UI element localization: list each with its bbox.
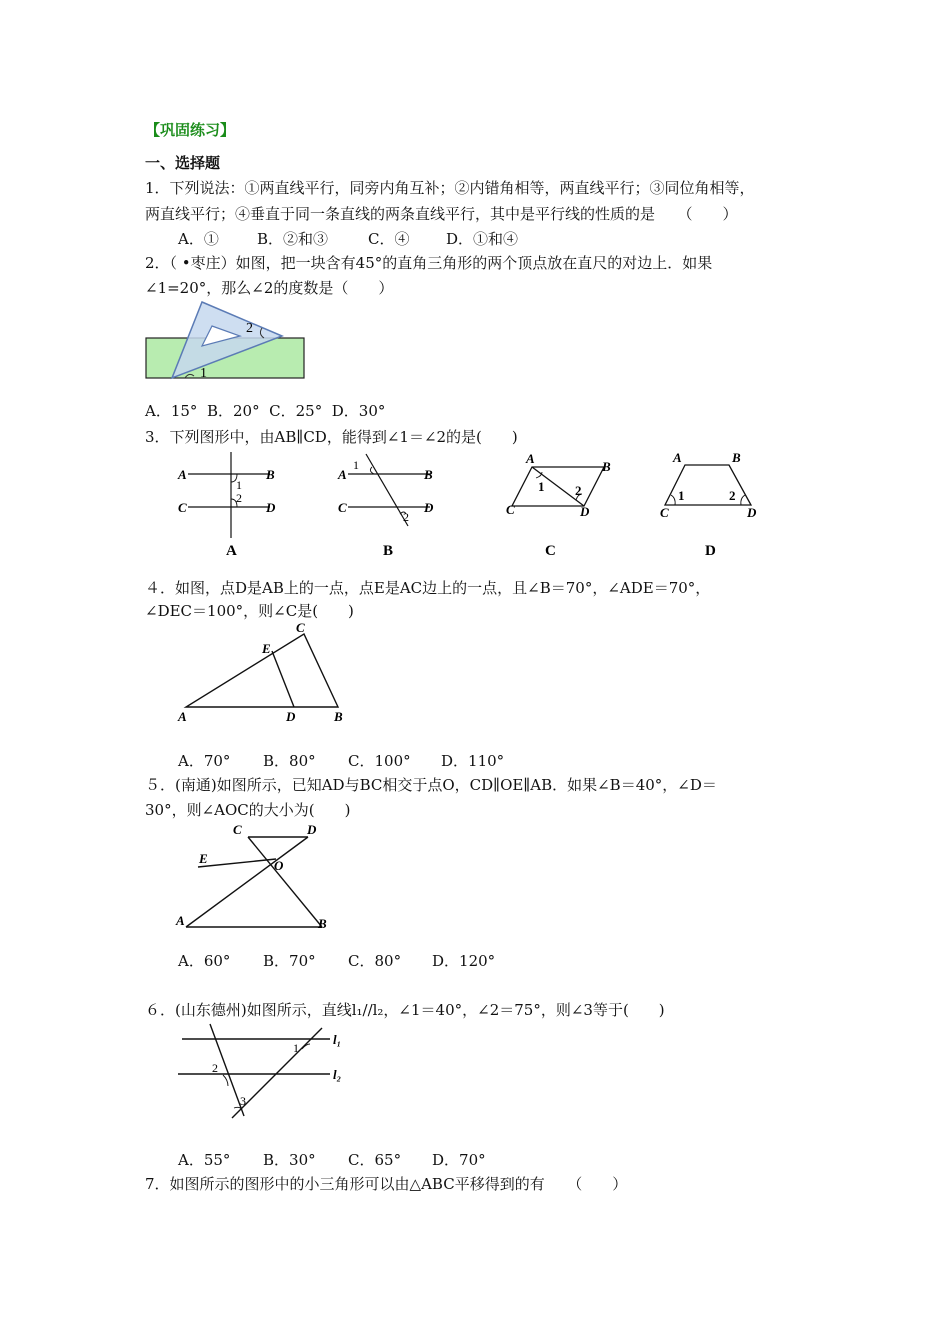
q5-figure bbox=[170, 815, 340, 935]
point-b: B bbox=[334, 709, 343, 724]
point-b: B bbox=[732, 450, 741, 465]
q4-line2: ∠DEC＝100°，则∠C是( ) bbox=[145, 602, 354, 620]
point-c: C bbox=[296, 620, 305, 635]
angle-2-label: 2 bbox=[575, 483, 582, 498]
q6-option-d: D．70° bbox=[432, 1151, 486, 1169]
point-a: A bbox=[178, 467, 187, 482]
point-b: B bbox=[318, 916, 327, 931]
q4-line1: ４．如图，点D是AB上的一点，点E是AC边上的一点，且∠B＝70°，∠ADE＝70°， bbox=[145, 579, 711, 597]
angle-2-label: 2 bbox=[212, 1061, 218, 1075]
q2-option-b: B．20° bbox=[206, 402, 260, 420]
point-d: D bbox=[286, 709, 296, 724]
caption-b: B bbox=[383, 543, 394, 559]
part-title: 一、选择题 bbox=[145, 154, 221, 172]
angle-2-label: 2 bbox=[236, 491, 242, 505]
q3-figure-d bbox=[655, 448, 770, 563]
angle-1-label: 1 bbox=[538, 479, 545, 494]
angle-3-label: 3 bbox=[240, 1094, 246, 1108]
q2-line2: ∠1=20°，那么∠2的度数是（ ） bbox=[145, 279, 394, 297]
q2-line1: 2．（ •枣庄）如图，把一块含有45°的直角三角形的两个顶点放在直尺的对边上．如果 bbox=[145, 254, 713, 272]
angle-1-label: 1 bbox=[293, 1041, 299, 1055]
q5-line2: 30°，则∠AOC的大小为( ) bbox=[145, 801, 351, 819]
q5-option-a: A．60° bbox=[178, 952, 231, 970]
q1-line1: 1．下列说法：①两直线平行，同旁内角互补；②内错角相等，两直线平行；③同位角相等， bbox=[145, 179, 755, 197]
q2-options bbox=[145, 401, 385, 421]
q4-option-b: B．80° bbox=[263, 752, 316, 770]
q2-option-d: D．30° bbox=[331, 402, 386, 420]
q2-option-a: A．15° bbox=[145, 402, 198, 420]
point-c: C bbox=[660, 505, 669, 520]
section-title: 【巩固练习】 bbox=[145, 121, 236, 139]
q5-option-d: D．120° bbox=[432, 952, 496, 970]
q6-line1: ６．(山东德州)如图所示，直线l₁//l₂，∠1＝40°，∠2＝75°，则∠3等于( ) bbox=[145, 1001, 665, 1019]
q5-option-b: B．70° bbox=[263, 952, 316, 970]
q4-option-c: C．100° bbox=[348, 752, 411, 770]
point-c: C bbox=[338, 500, 347, 515]
q3-figure-b bbox=[330, 448, 445, 563]
angle-2-label: 2 bbox=[729, 488, 736, 503]
q6-option-c: C．65° bbox=[348, 1151, 402, 1169]
q6-option-a: A．55° bbox=[178, 1151, 231, 1169]
angle-1-label: 1 bbox=[353, 458, 359, 472]
q4-figure bbox=[170, 618, 360, 728]
point-a: A bbox=[338, 467, 347, 482]
q2-option-c: C．25° bbox=[269, 402, 323, 420]
point-a: A bbox=[178, 709, 187, 724]
q1-line2: 两直线平行；④垂直于同一条直线的两条直线平行，其中是平行线的性质的是 （ ） bbox=[145, 205, 738, 223]
q6-figure bbox=[170, 1022, 360, 1122]
point-d: D bbox=[424, 500, 434, 515]
caption-d: D bbox=[705, 543, 716, 559]
point-o: O bbox=[274, 858, 284, 873]
q2-figure-ruler-triangle bbox=[140, 298, 315, 382]
point-d: D bbox=[580, 504, 590, 519]
angle-1-label: 1 bbox=[236, 478, 242, 492]
q1-option-c: C．④ bbox=[368, 230, 410, 248]
q5-line1: ５．(南通)如图所示，已知AD与BC相交于点O，CD∥OE∥AB．如果∠B＝40°，∠D＝ bbox=[145, 776, 717, 794]
point-d: D bbox=[266, 500, 276, 515]
q4-option-d: D．110° bbox=[441, 752, 505, 770]
point-d: D bbox=[307, 822, 317, 837]
q1-option-a: A．① bbox=[178, 230, 219, 248]
point-e: E bbox=[262, 641, 271, 656]
angle-2-label: 2 bbox=[246, 321, 253, 336]
q6-option-b: B．30° bbox=[263, 1151, 316, 1169]
caption-a: A bbox=[226, 543, 237, 559]
line-l1-label: l₁ bbox=[333, 1032, 342, 1047]
angle-1-label: 1 bbox=[678, 488, 685, 503]
q1-option-b: B．②和③ bbox=[257, 230, 329, 248]
q7-line1: 7．如图所示的图形中的小三角形可以由△ABC平移得到的有 （ ） bbox=[145, 1175, 628, 1193]
point-a: A bbox=[176, 913, 185, 928]
caption-c: C bbox=[545, 543, 556, 559]
angle-2-label: 2 bbox=[403, 510, 409, 524]
q1-option-d: D．①和④ bbox=[446, 230, 519, 248]
q3-figure-a bbox=[170, 448, 285, 563]
angle-1-label: 1 bbox=[200, 366, 207, 381]
point-b: B bbox=[602, 459, 611, 474]
q3-line1: 3．下列图形中，由AB∥CD，能得到∠1＝∠2的是( ) bbox=[145, 428, 518, 446]
q3-figure-c bbox=[498, 448, 618, 563]
point-b: B bbox=[266, 467, 275, 482]
point-a: A bbox=[673, 450, 682, 465]
point-d: D bbox=[747, 505, 757, 520]
line-l2-label: l₂ bbox=[333, 1067, 342, 1082]
point-c: C bbox=[178, 500, 187, 515]
q4-option-a: A．70° bbox=[178, 752, 231, 770]
point-c: C bbox=[506, 502, 515, 517]
q5-option-c: C．80° bbox=[348, 952, 402, 970]
point-a: A bbox=[526, 451, 535, 466]
point-c: C bbox=[233, 822, 242, 837]
point-e: E bbox=[199, 851, 208, 866]
point-b: B bbox=[424, 467, 433, 482]
